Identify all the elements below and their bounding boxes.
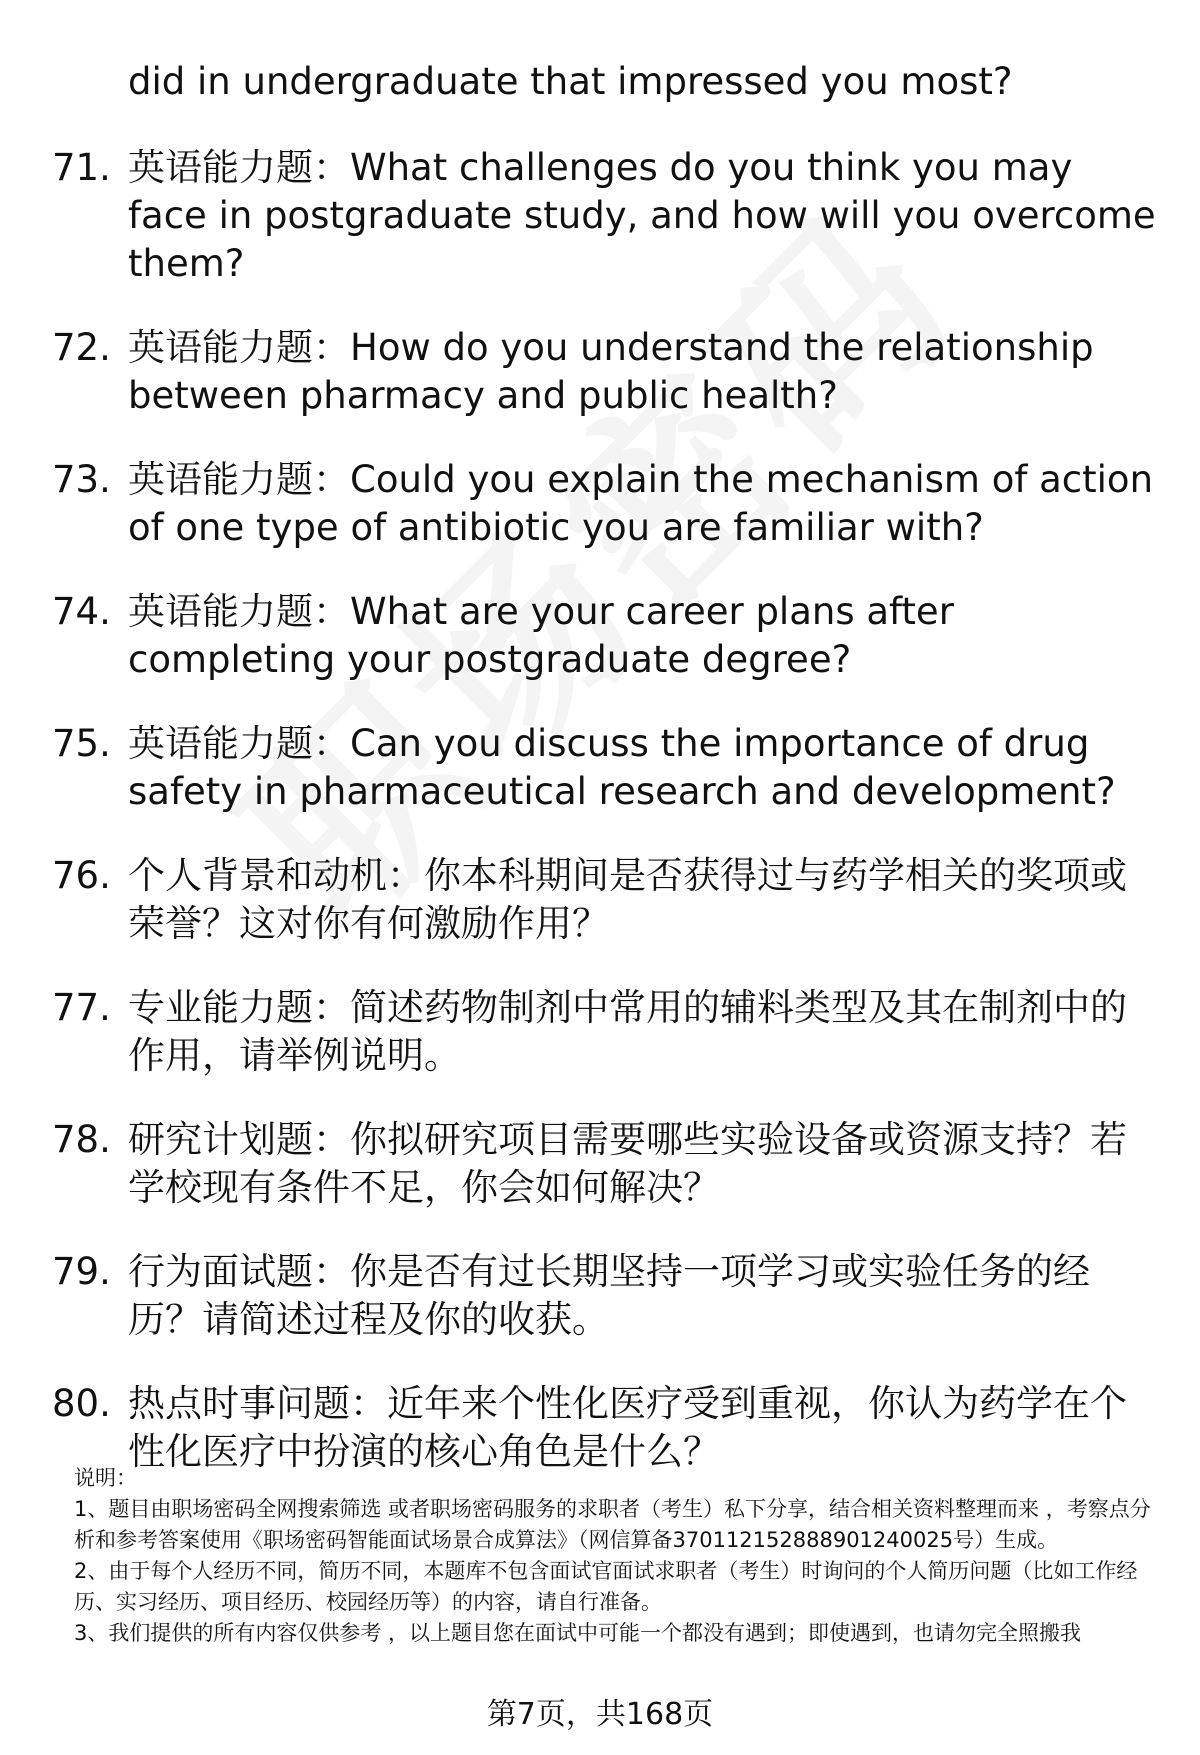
- question-item-73: [52, 456, 1162, 552]
- question-item-72: [52, 324, 1162, 420]
- question-text: 英语能力题：Could you explain the mechanism of action of one type of antibiotic you are familiar with?: [128, 458, 1154, 549]
- question-text: 英语能力题：How do you understand the relationship between pharmacy and public health?: [128, 326, 1094, 417]
- question-text: 行为面试题：你是否有过长期坚持一项学习或实验任务的经历？请简述过程及你的收获。: [128, 1250, 1090, 1341]
- question-number: 78.: [52, 1118, 111, 1161]
- notes-title: 说明：: [74, 1466, 137, 1490]
- question-number: 77.: [52, 986, 111, 1029]
- question-item-75: [52, 720, 1162, 816]
- question-number: 80.: [52, 1382, 111, 1425]
- question-item-78: [52, 1116, 1162, 1212]
- note-item-2: 2、由于每个人经历不同，简历不同，本题库不包含面试官面试求职者（考生）时询问的个人简历问题（比如工作经历、实习经历、项目经历、校园经历等）的内容，请自行准备。: [74, 1559, 1138, 1614]
- question-number: 76.: [52, 854, 111, 897]
- question-number: 75.: [52, 722, 111, 765]
- question-text: 英语能力题：What challenges do you think you may face in postgraduate study, and how will you overcome them?: [128, 146, 1156, 285]
- question-text: 英语能力题：Can you discuss the importance of drug safety in pharmaceutical research and development?: [128, 722, 1116, 813]
- question-text: 热点时事问题：近年来个性化医疗受到重视，你认为药学在个性化医疗中扮演的核心角色是什么？: [128, 1382, 1127, 1473]
- question-text: 个人背景和动机：你本科期间是否获得过与药学相关的奖项或荣誉？这对你有何激励作用？: [128, 854, 1127, 945]
- question-continuation: did in undergraduate that impressed you most?: [128, 60, 1013, 103]
- notes-section: [74, 1463, 1154, 1649]
- question-text: 专业能力题：简述药物制剂中常用的辅料类型及其在制剂中的作用，请举例说明。: [128, 986, 1127, 1077]
- question-number: 72.: [52, 326, 111, 369]
- question-text: 英语能力题：What are your career plans after completing your postgraduate degree?: [128, 590, 954, 681]
- question-number: 74.: [52, 590, 111, 633]
- question-item-80: [52, 1380, 1162, 1476]
- question-item-79: [52, 1248, 1162, 1344]
- question-number: 73.: [52, 458, 111, 501]
- note-item-1: 1、题目由职场密码全网搜索筛选 或者职场密码服务的求职者（考生）私下分享，结合相关资料整理而来 ，考察点分析和参考答案使用《职场密码智能面试场景合成算法》（网信算备370112152888901240025号）生成。: [74, 1497, 1151, 1552]
- note-item-3: 3、我们提供的所有内容仅供参考 ，以上题目您在面试中可能一个都没有遇到；即使遇到，也请勿完全照搬我: [74, 1621, 1082, 1645]
- question-number: 71.: [52, 146, 111, 189]
- page-footer: 第7页，共168页: [486, 1697, 714, 1732]
- question-item-76: [52, 852, 1162, 948]
- question-list: [52, 144, 1162, 1512]
- question-item-71: [52, 144, 1162, 288]
- question-text: 研究计划题：你拟研究项目需要哪些实验设备或资源支持？若学校现有条件不足，你会如何解决？: [128, 1118, 1127, 1209]
- question-item-77: [52, 984, 1162, 1080]
- question-item-74: [52, 588, 1162, 684]
- question-number: 79.: [52, 1250, 111, 1293]
